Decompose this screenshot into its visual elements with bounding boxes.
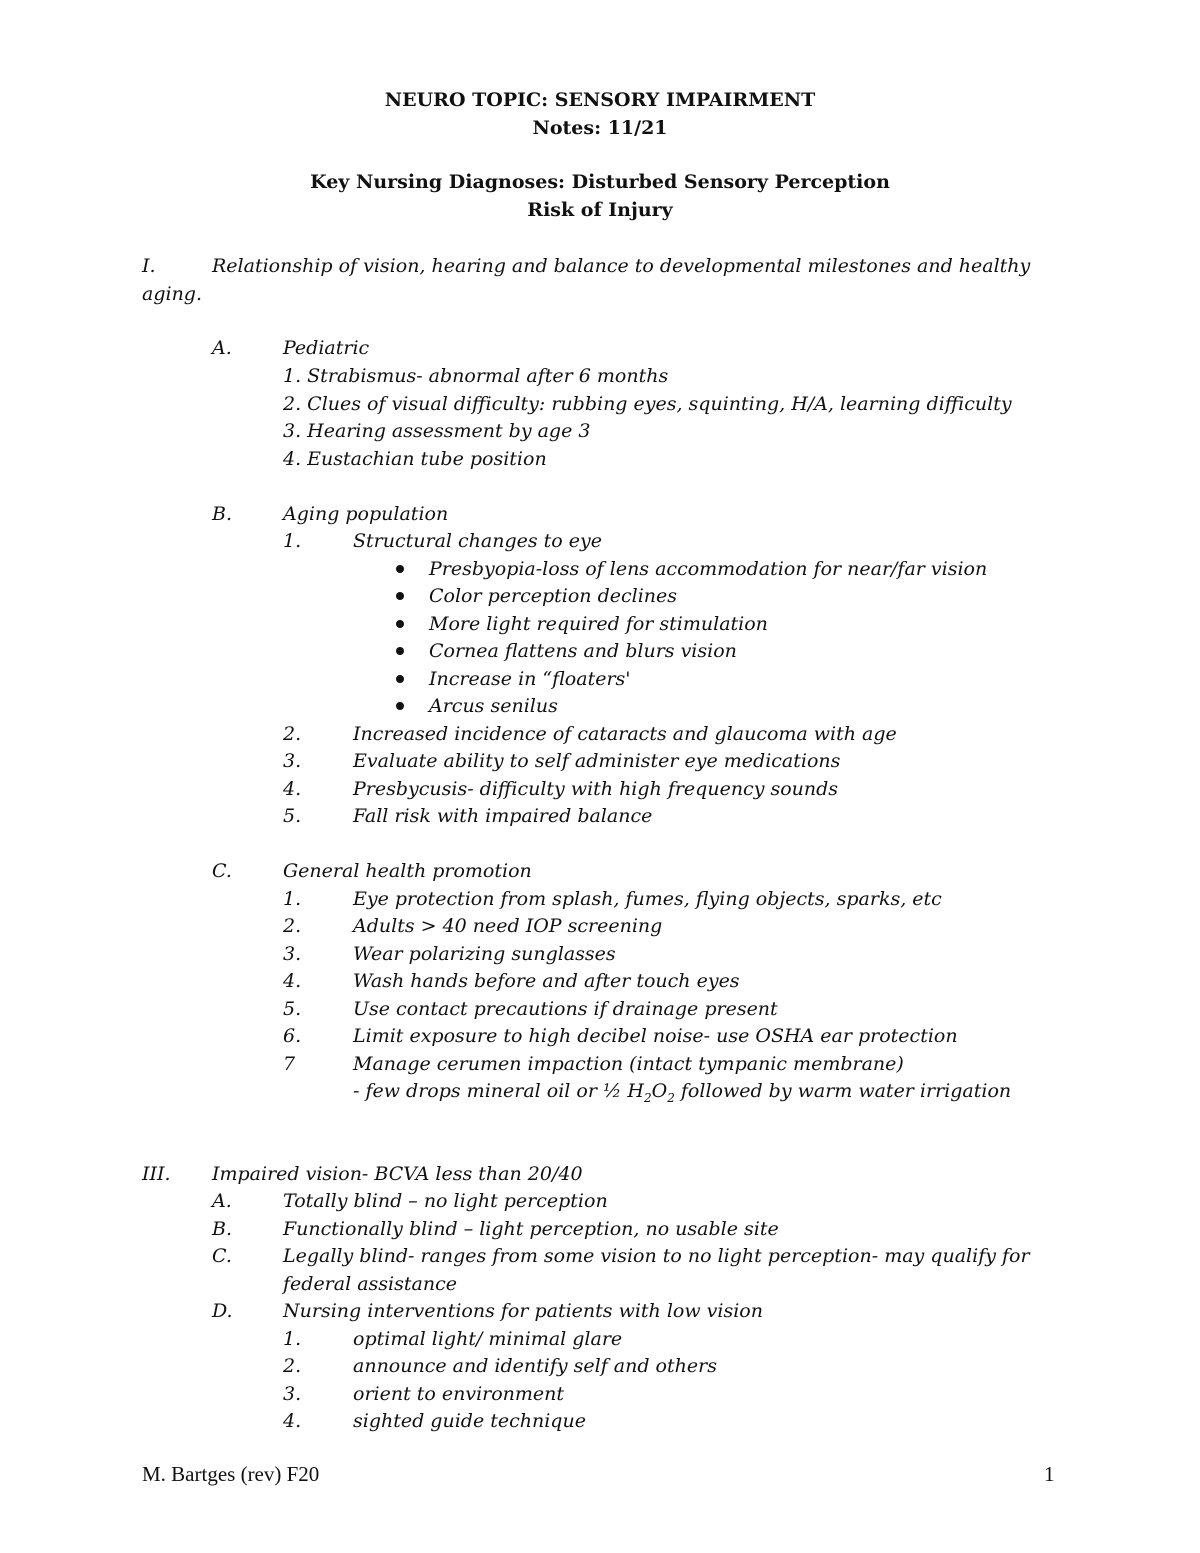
list-item: Evaluate ability to self administer eye medications (353, 750, 841, 772)
subscript: 2 (644, 1090, 652, 1105)
list-item: announce and identify self and others (353, 1355, 717, 1377)
subline-text: - few drops mineral oil or ½ H (353, 1080, 644, 1102)
page-number: 1 (1044, 1462, 1055, 1486)
list-item-number: 4. (283, 1410, 302, 1432)
footer-author: M. Bartges (rev) F20 (142, 1462, 320, 1486)
list-item: Use contact precautions if drainage present (353, 998, 778, 1020)
diagnoses-heading-2: Risk of Injury (527, 199, 673, 221)
bullet-item: Increase in “floaters' (429, 668, 631, 690)
bullet-icon (396, 675, 404, 683)
list-item-number: 2. (283, 915, 302, 937)
bullet-item: Color perception declines (429, 585, 678, 607)
list-item: optimal light/ minimal glare (353, 1328, 623, 1350)
section-title-cont: aging. (142, 283, 203, 305)
list-item: 2. Clues of visual difficulty: rubbing eyes, squinting, H/A, learning difficulty (283, 393, 1012, 415)
list-item: sighted guide technique (353, 1410, 586, 1432)
subsection-title: Pediatric (283, 337, 370, 359)
subsection-label: A. (212, 337, 232, 359)
list-item: Manage cerumen impaction (intact tympanic membrane) (353, 1053, 904, 1075)
list-item: Adults > 40 need IOP screening (353, 915, 663, 937)
list-item-number: 2. (283, 1355, 302, 1377)
list-item-number: 4. (283, 970, 302, 992)
bullet-icon (396, 702, 404, 710)
bullet-icon (396, 620, 404, 628)
subsection-text: Totally blind – no light perception (283, 1190, 608, 1212)
list-item-number: 6. (283, 1025, 302, 1047)
subsection-text: Functionally blind – light perception, no usable site (283, 1218, 779, 1240)
list-item: Wash hands before and after touch eyes (353, 970, 740, 992)
bullet-icon (396, 565, 404, 573)
list-item: Limit exposure to high decibel noise- use OSHA ear protection (353, 1025, 958, 1047)
list-item-number: 2. (283, 723, 302, 745)
bullet-item: More light required for stimulation (429, 613, 768, 635)
list-item: Eye protection from splash, fumes, flying objects, sparks, etc (353, 888, 942, 910)
bullet-icon (396, 592, 404, 600)
document-title: NEURO TOPIC: SENSORY IMPAIRMENT (384, 89, 816, 111)
diagnoses-heading: Key Nursing Diagnoses: Disturbed Sensory Perception (310, 171, 890, 193)
list-item-number: 1. (283, 888, 302, 910)
list-item: Structural changes to eye (353, 530, 602, 552)
list-item: 3. Hearing assessment by age 3 (283, 420, 591, 442)
section-title: Relationship of vision, hearing and balance to developmental milestones and healthy (212, 255, 1031, 277)
subsection-title: Aging population (283, 503, 449, 525)
bullet-item: Arcus senilus (429, 695, 558, 717)
section-number: I. (142, 255, 156, 277)
list-item-number: 3. (283, 1383, 302, 1405)
subsection-label: B. (212, 1218, 233, 1240)
subline-text: O (651, 1080, 668, 1102)
list-item-number: 3. (283, 943, 302, 965)
bullet-icon (396, 647, 404, 655)
subsection-title: General health promotion (283, 860, 532, 882)
list-item-number: 1. (283, 530, 302, 552)
section-number: III. (142, 1163, 171, 1185)
list-item: Presbycusis- difficulty with high frequency sounds (353, 778, 839, 800)
subsection-label: C. (212, 1245, 232, 1267)
list-item-number: 3. (283, 750, 302, 772)
subsection-text: Legally blind- ranges from some vision to no light perception- may qualify for (283, 1245, 1030, 1267)
subsection-text: Nursing interventions for patients with low vision (283, 1300, 763, 1322)
list-item: orient to environment (353, 1383, 565, 1405)
subsection-label: C. (212, 860, 232, 882)
list-item-subline (353, 1079, 1011, 1110)
subscript: 2 (667, 1090, 675, 1105)
section-title: Impaired vision- BCVA less than 20/40 (212, 1163, 583, 1185)
list-item: Increased incidence of cataracts and glaucoma with age (353, 723, 897, 745)
subsection-text-cont: federal assistance (283, 1273, 457, 1295)
list-item: Fall risk with impaired balance (353, 805, 653, 827)
list-item-number: 5. (283, 805, 302, 827)
bullet-item: Presbyopia-loss of lens accommodation for near/far vision (429, 558, 988, 580)
subline-text: followed by warm water irrigation (674, 1080, 1012, 1102)
list-item: Wear polarizing sunglasses (353, 943, 616, 965)
list-item: 4. Eustachian tube position (283, 448, 547, 470)
list-item-number: 1. (283, 1328, 302, 1350)
list-item-number: 7 (283, 1053, 296, 1075)
list-item: 1. Strabismus- abnormal after 6 months (283, 365, 669, 387)
subsection-label: A. (212, 1190, 232, 1212)
list-item-number: 5. (283, 998, 302, 1020)
bullet-item: Cornea flattens and blurs vision (429, 640, 737, 662)
subsection-label: D. (212, 1300, 233, 1322)
notes-date: Notes: 11/21 (532, 117, 668, 139)
list-item-number: 4. (283, 778, 302, 800)
subsection-label: B. (212, 503, 233, 525)
